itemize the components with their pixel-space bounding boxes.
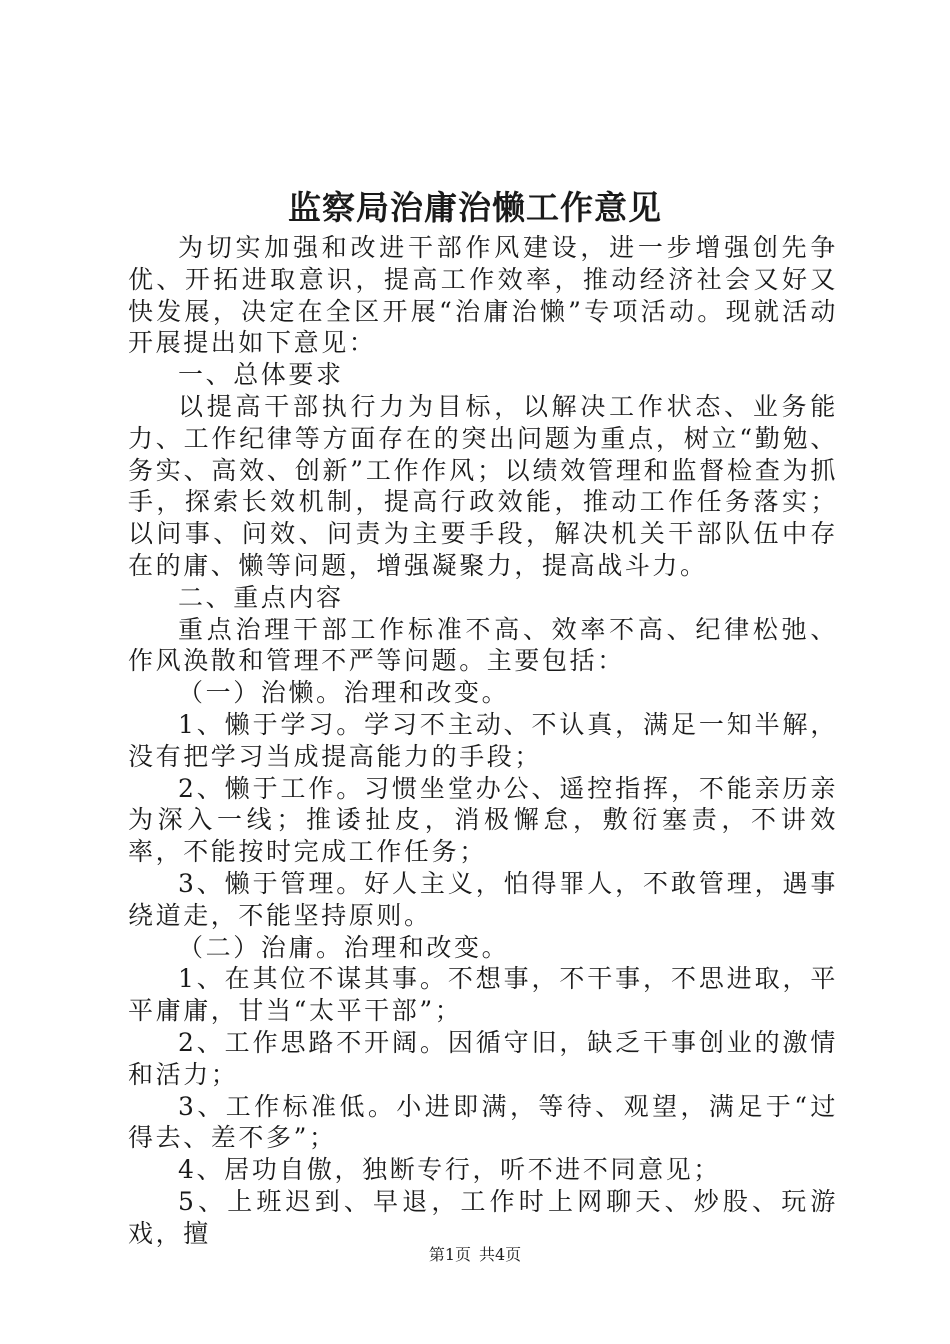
paragraph-requirements: 以提高干部执行力为目标，以解决工作状态、业务能力、工作纪律等方面存在的突出问题为重点，树立“勤勉、务实、高效、创新”工作作风；以绩效管理和监督检查为抓手，探索长效机制，提高行政效能，推动工作任务落实；以问事、问效、问责为主要手段，解决机关干部队伍中存在的庸、懒等问题，增强凝聚力，提高战斗力。: [128, 391, 838, 580]
subheading-mediocre: （二）治庸。治理和改变。: [178, 932, 510, 962]
list-item: 3、工作标准低。小进即满，等待、观望，满足于“过得去、差不多”；: [128, 1091, 838, 1153]
page-number-total: 共4页: [479, 1245, 522, 1264]
subheading-lazy: （一）治懒。治理和改变。: [178, 678, 510, 708]
paragraph-intro: 为切实加强和改进干部作风建设，进一步增强创先争优、开拓进取意识，提高工作效率，推动经济社会又好又快发展，决定在全区开展“治庸治懒”专项活动。现就活动开展提出如下意见：: [128, 233, 838, 358]
page-number-current: 第1页: [428, 1245, 471, 1264]
section-heading-1: 一、总体要求: [178, 360, 344, 390]
section-heading-2: 二、重点内容: [178, 582, 344, 612]
paragraph-key-content: 重点治理干部工作标准不高、效率不高、纪律松弛、作风涣散和管理不严等问题。主要包括：: [128, 614, 838, 676]
document-body: [128, 232, 838, 1250]
document-title: 监察局治庸治懒工作意见: [288, 188, 662, 227]
list-item: 1、懒于学习。学习不主动、不认真，满足一知半解，没有把学习当成提高能力的手段；: [128, 709, 838, 771]
list-item: 5、上班迟到、早退，工作时上网聊天、炒股、玩游戏，擅: [128, 1186, 838, 1248]
list-item: 4、居功自傲，独断专行，听不进不同意见；: [178, 1155, 721, 1185]
list-item: 2、懒于工作。习惯坐堂办公、遥控指挥，不能亲历亲为深入一线；推诿扯皮，消极懈怠，敷衍塞责，不讲效率，不能按时完成工作任务；: [128, 773, 838, 867]
list-item: 2、工作思路不开阔。因循守旧，缺乏干事创业的激情和活力；: [128, 1027, 838, 1089]
list-item: 1、在其位不谋其事。不想事，不干事，不思进取，平平庸庸，甘当“太平干部”；: [128, 964, 838, 1026]
list-item: 3、懒于管理。好人主义，怕得罪人，不敢管理，遇事绕道走，不能坚持原则。: [128, 868, 838, 930]
page-footer: [0, 1244, 950, 1266]
